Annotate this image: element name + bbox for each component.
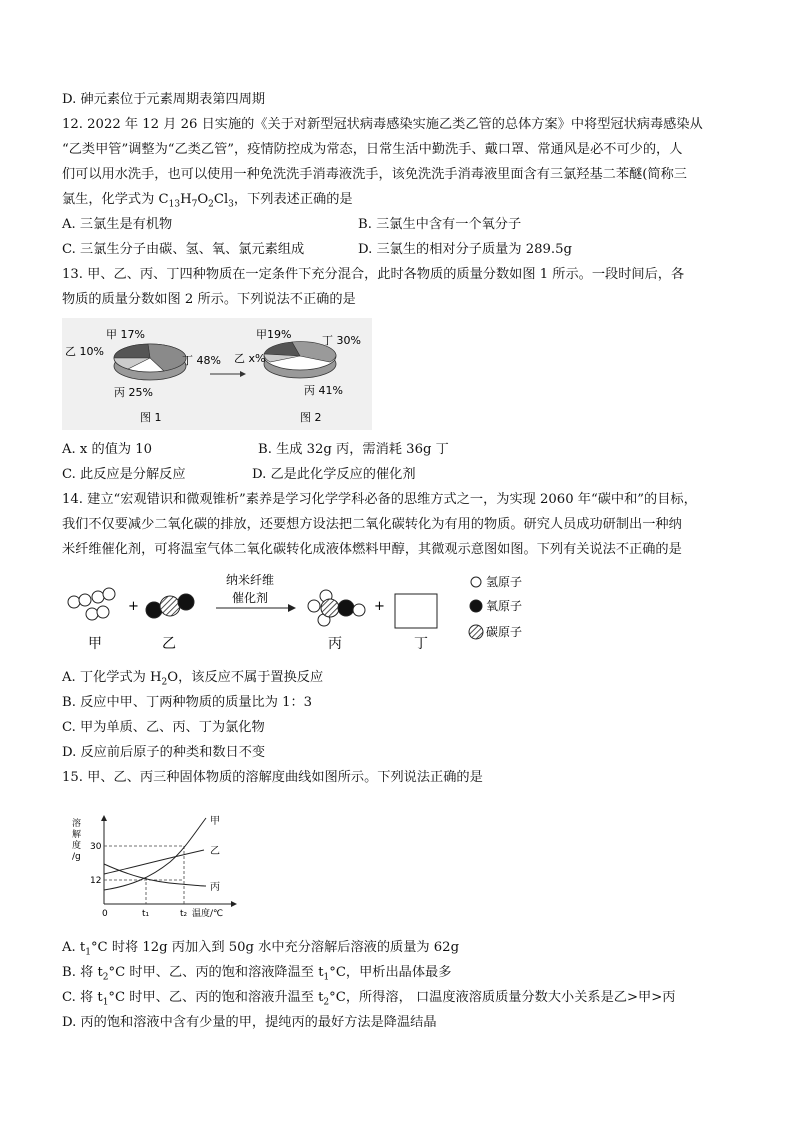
q13-option-a: A. x 的值为 10 [62, 442, 153, 457]
q13-option-b: B. 生成 32g 丙，需消耗 36g 丁 [258, 442, 449, 457]
pie2-label-ding: 丁 30% [322, 334, 361, 347]
sub-c: 13 [168, 199, 181, 210]
curve-jia [104, 818, 206, 890]
q14-stem-line1: 14. 建立“宏观错识和微观锥析”素养是学习化学学科必备的思维方式之一，为实现 2060 年“碳中和”的目标， [62, 492, 697, 507]
legend-hydrogen: 氢原子 [486, 575, 523, 589]
q13-option-d: D. 乙是此化学反应的催化剂 [252, 467, 416, 482]
q14-molecule-figure [62, 566, 562, 660]
q14-a-tail: O，该反应不属于置换反应 [167, 670, 324, 685]
ytick-12: 12 [90, 876, 102, 886]
sub-h: 7 [191, 199, 198, 210]
plus-2: + [374, 599, 385, 614]
ylabel-1: 溶 [72, 819, 82, 829]
pie2-label-jia: 甲19% [256, 328, 292, 341]
reactant-jia-molecules [68, 588, 115, 620]
pie1-label-jia: 甲 17% [106, 328, 145, 341]
legend-carbon: 碳原子 [486, 625, 523, 639]
q14-stem-line2: 我们不仅要减少二氧化碳的排放，还要想方设法把二氧化碳转化为有用的物质。研究人员成功研制出一种纳 [62, 517, 682, 532]
label-yi: 乙 [162, 636, 176, 652]
q15-b-tail: °C，甲析出晶体最多 [329, 965, 452, 980]
origin-label: 0 [102, 909, 108, 919]
q11-option-d: D. 砷元素位于元素周期表第四周期 [62, 92, 266, 107]
q13-stem-line2: 物质的质量分数如图 2 所示。下列说法不正确的是 [62, 292, 356, 307]
sym-h: H [180, 192, 192, 207]
ylabel-2: 解 [72, 830, 82, 840]
q15-c-lead: C. 将 t [62, 990, 103, 1005]
xlabel: 温度/℃ [192, 909, 224, 919]
q15-a-tail: °C 时将 12g 丙加入到 50g 水中充分溶解后溶液的质量为 62g [90, 940, 460, 955]
q15-c-mid: °C 时甲、乙、丙的饱和溶液升温至 t [108, 990, 324, 1005]
label-bing: 丙 [328, 636, 342, 652]
sub-cl: 3 [228, 199, 234, 210]
xtick-t1: t₁ [142, 909, 150, 919]
q15-option-d: D. 丙的饱和溶液中含有少量的甲，提纯丙的最好方法是降温结晶 [62, 1015, 437, 1030]
legend-oxygen: 氧原子 [486, 599, 523, 613]
q12-stem-line2: “乙类甲管”调整为“乙类乙管”，疫情防控成为常态，日常生活中勤洗手、戴口罩、常通风是必不可少的，人 [62, 142, 683, 157]
q12-option-b: B. 三氯生中含有一个氧分子 [358, 217, 522, 232]
pie1-label-yi: 乙 10% [65, 345, 104, 358]
pie1-label-ding: 丁 48% [182, 354, 221, 367]
ylabel-4: /g [72, 852, 81, 862]
pie2-label-bing: 丙 41% [304, 384, 343, 397]
sub-h2o: 2 [161, 677, 168, 688]
q14-option-d: D. 反应前后原子的种类和数日不变 [62, 745, 266, 760]
plus-1: + [128, 599, 139, 614]
curve-label-bing: 丙 [210, 882, 220, 893]
sub-t1-a: 1 [85, 947, 91, 958]
q15-option-b [62, 963, 451, 983]
product-ding-box [395, 594, 437, 628]
q13-pie-figure [62, 318, 372, 430]
pie2-caption: 图 2 [300, 411, 322, 424]
q12-stem-line3: 们可以用水洗手，也可以使用一种免洗洗手消毒液洗手，该免洗洗手消毒液里面含有三氯羟基二苯醚(简称三 [62, 167, 687, 182]
q15-stem: 15. 甲、乙、丙三种固体物质的溶解度曲线如图所示。下列说法正确的是 [62, 770, 483, 785]
sub-t1-c: 1 [102, 997, 109, 1008]
q15-solubility-chart [70, 812, 250, 922]
sub-o: 2 [208, 199, 214, 210]
q12-stem-line4 [62, 190, 353, 210]
ylabel-3: 度 [72, 841, 82, 851]
sym-o: O [197, 192, 209, 207]
curve-label-jia: 甲 [210, 816, 220, 827]
pie1-label-bing: 丙 25% [114, 386, 153, 399]
catalyst-label-1: 纳米纤维 [226, 573, 275, 587]
q14-option-c: C. 甲为单质、乙、丙、丁为氯化物 [62, 720, 265, 735]
q15-a-lead: A. t [62, 940, 86, 955]
q15-option-a [62, 938, 459, 958]
q12-stem-line1: 12. 2022 年 12 月 26 日实施的《关于对新型冠状病毒感染实施乙类乙管的总体方案》中将型冠状病毒感染从 [62, 117, 703, 132]
sym-cl: Cl [213, 192, 229, 207]
q12-option-c: C. 三氯生分子由碳、氢、氧、氯元素组成 [62, 242, 305, 257]
pie-chart-1 [114, 344, 186, 380]
q15-b-mid: °C 时甲、乙、丙的饱和溶液降温至 t [108, 965, 324, 980]
q14-a-lead: A. 丁化学式为 H [62, 670, 162, 685]
q15-b-lead: B. 将 t [62, 965, 103, 980]
q12-formula-tail: ，下列表述正确的是 [233, 192, 353, 207]
pie1-caption: 图 1 [140, 411, 162, 424]
pie2-label-yi: 乙 x% [234, 352, 266, 365]
sub-t2-b: 2 [102, 972, 109, 983]
sub-t2-c: 2 [323, 997, 330, 1008]
catalyst-label-2: 催化剂 [232, 591, 269, 605]
curve-label-yi: 乙 [210, 846, 220, 857]
reactant-yi-molecule [146, 594, 194, 618]
label-ding: 丁 [414, 636, 428, 652]
q13-stem-line1: 13. 甲、乙、丙、丁四种物质在一定条件下充分混合，此时各物质的质量分数如图 1 所示。一段时间后，各 [62, 267, 685, 282]
q14-stem-line3: 米纤维催化剂，可将温室气体二氧化碳转化成液体燃料甲醇，其微观示意图如图。下列有关说法不正确的是 [62, 542, 682, 557]
q15-option-c [62, 988, 675, 1008]
q12-option-a: A. 三氯生是有机物 [62, 217, 173, 232]
xtick-t2: t₂ [180, 909, 188, 919]
q14-option-a [62, 668, 323, 688]
q14-option-b: B. 反应中甲、丁两种物质的质量比为 1：3 [62, 695, 313, 710]
q15-c-tail: °C，所得溶， 口温度液溶质质量分数大小关系是乙>甲>丙 [329, 990, 676, 1005]
label-jia: 甲 [88, 636, 102, 652]
sub-t1-b: 1 [323, 972, 330, 983]
product-bing-molecule [308, 590, 365, 626]
curve-bing [104, 864, 206, 886]
q12-option-d: D. 三氯生的相对分子质量为 289.5g [358, 242, 572, 257]
q13-option-c: C. 此反应是分解反应 [62, 467, 186, 482]
q12-formula-lead: 氯生，化学式为 C [62, 192, 169, 207]
ytick-30: 30 [90, 842, 102, 852]
pie-chart-2 [264, 342, 336, 378]
